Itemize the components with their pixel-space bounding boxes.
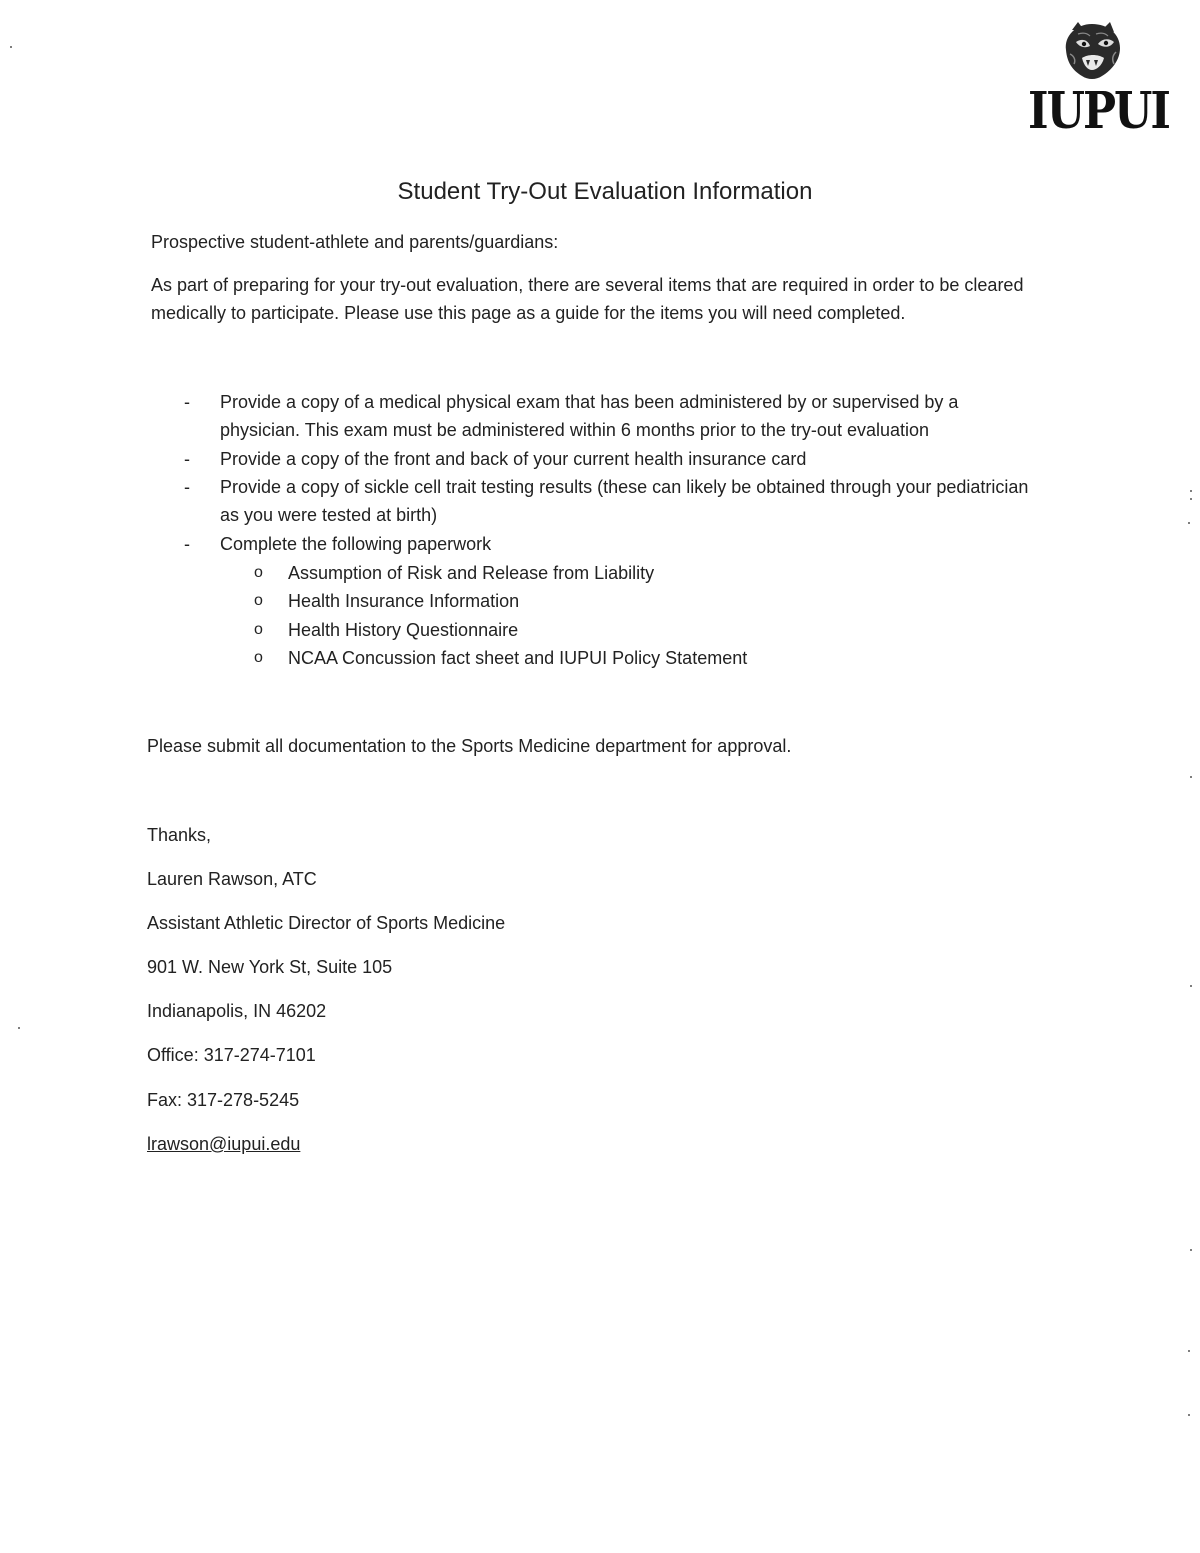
- logo-wordmark: IUPUI: [1028, 82, 1169, 141]
- bullet-marker: -: [184, 392, 190, 412]
- jaguar-head-icon: [1058, 20, 1126, 86]
- signature-address-line-2: Indianapolis, IN 46202: [147, 1001, 327, 1021]
- intro-paragraph: As part of preparing for your try-out evaluation, there are several items that are required in order to be cleared medically to participate. Please use this page as a guide for the items you will need completed.: [151, 275, 1024, 323]
- scan-speck: [1190, 776, 1192, 778]
- bullet-marker: -: [184, 534, 190, 554]
- scan-speck: [1188, 522, 1190, 524]
- list-item-text: Provide a copy of a medical physical exam that has been administered by or supervised by a physician. This exam must be administered within 6 months prior to the try-out evaluation: [220, 392, 959, 440]
- salutation: Prospective student-athlete and parents/guardians:: [151, 232, 559, 252]
- signature-thanks: Thanks,: [147, 825, 212, 845]
- scan-speck: [10, 46, 12, 48]
- scan-speck: [1188, 1350, 1190, 1352]
- signature-email-link[interactable]: [147, 1130, 300, 1158]
- signature-name: Lauren Rawson, ATC: [147, 869, 317, 889]
- email-link-text[interactable]: lrawson@iupui.edu: [147, 1134, 301, 1154]
- signature-address-line-1: 901 W. New York St, Suite 105: [147, 957, 393, 977]
- sub-list-item-text: Health History Questionnaire: [288, 620, 519, 640]
- scan-speck: [18, 1027, 20, 1029]
- signature-office-phone: Office: 317-274-7101: [147, 1045, 316, 1065]
- sub-list-item-text: Assumption of Risk and Release from Liability: [288, 563, 655, 583]
- sub-bullet-marker: o: [254, 592, 263, 609]
- page-title: Student Try-Out Evaluation Information: [397, 178, 813, 205]
- sub-bullet-marker: o: [254, 564, 263, 581]
- signature-fax: Fax: 317-278-5245: [147, 1090, 300, 1110]
- sub-list-item-text: NCAA Concussion fact sheet and IUPUI Policy Statement: [288, 648, 748, 668]
- signature-role: Assistant Athletic Director of Sports Medicine: [147, 913, 506, 933]
- bullet-marker: -: [184, 477, 190, 497]
- sub-list-item-text: Health Insurance Information: [288, 591, 520, 611]
- list-item-text: Provide a copy of the front and back of your current health insurance card: [220, 449, 807, 469]
- sub-bullet-marker: o: [254, 649, 263, 666]
- scan-speck: [1190, 490, 1192, 492]
- sub-bullet-marker: o: [254, 621, 263, 638]
- list-item-text: Provide a copy of sickle cell trait testing results (these can likely be obtained through your pediatrician as you were tested at birth): [220, 477, 1029, 525]
- bullet-marker: -: [184, 449, 190, 469]
- scan-speck: [1190, 985, 1192, 987]
- scan-speck: [1190, 1249, 1192, 1251]
- scan-speck: [1188, 1414, 1190, 1416]
- list-item-text: Complete the following paperwork: [220, 534, 492, 554]
- scan-speck: [1190, 498, 1192, 500]
- iupui-logo: [1028, 20, 1169, 141]
- closing-instruction: Please submit all documentation to the Sports Medicine department for approval.: [147, 736, 792, 756]
